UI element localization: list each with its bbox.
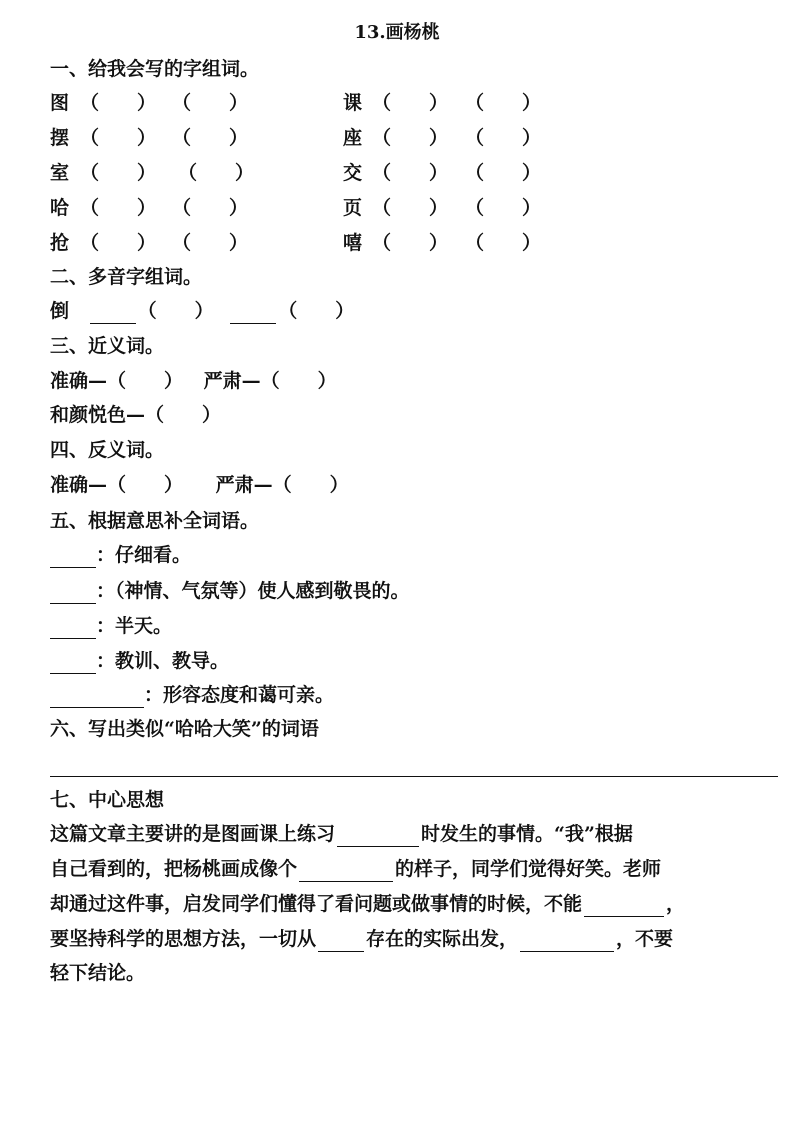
paren-blank[interactable]: （ ） [465,127,542,149]
pinyin-blank[interactable] [90,303,136,324]
definition-text: ：（神情、气氛等）使人感到敬畏的。 [96,580,410,602]
char-right-4: 页 [343,197,363,219]
summary-line-1 [50,821,633,847]
synonym-word: 准确— [50,370,108,392]
definition-item [50,682,334,708]
antonym-word: 严肃— [215,474,273,496]
summary-text: ， [666,893,686,915]
section-3-heading: 三、近义词。 [50,335,165,357]
definition-item [50,613,172,639]
antonym-word: 准确— [50,474,108,496]
paren-blank[interactable]: （ ） [137,300,214,322]
paren-blank[interactable]: （ ） [107,474,184,496]
summary-text: 这篇文章主要讲的是图画课上练习 [50,823,336,845]
synonym-word: 严肃— [203,370,261,392]
answer-blank[interactable] [299,861,393,882]
summary-line-4 [50,926,673,952]
polyphone-row [50,298,354,324]
answer-blank[interactable] [318,931,364,952]
paren-blank[interactable]: （ ） [178,162,255,184]
answer-blank[interactable] [520,931,614,952]
paren-blank[interactable]: （ ） [260,370,337,392]
answer-blank[interactable] [50,653,96,674]
paren-blank[interactable]: （ ） [80,232,157,254]
paren-blank[interactable]: （ ） [80,162,157,184]
section-1-heading: 一、给我会写的字组词。 [50,58,260,80]
definition-text: ：形容态度和蔼可亲。 [144,684,335,706]
summary-text: 的样子，同学们觉得好笑。老师 [395,858,662,880]
section-6-heading: 六、写出类似“哈哈大笑”的词语 [50,718,319,740]
paren-blank[interactable]: （ ） [372,197,449,219]
paren-blank[interactable]: （ ） [372,162,449,184]
definition-text: ：教训、教导。 [96,650,230,672]
summary-text: ，不要 [616,928,674,950]
char-right-3: 交 [343,162,363,184]
char-left-5: 抢 [50,232,70,254]
page-title: 13.画杨桃 [354,22,440,43]
char-left-3: 室 [50,162,70,184]
paren-blank[interactable]: （ ） [172,197,249,219]
paren-blank[interactable]: （ ） [278,300,355,322]
char-right-5: 嘻 [343,232,363,254]
answer-line[interactable] [50,776,778,777]
paren-blank[interactable]: （ ） [172,127,249,149]
paren-blank[interactable]: （ ） [107,370,184,392]
definition-text: ：仔细看。 [96,544,192,566]
summary-text: 存在的实际出发， [366,928,519,950]
paren-blank[interactable]: （ ） [465,197,542,219]
definition-item [50,542,191,568]
synonym-row-2 [50,402,221,428]
paren-blank[interactable]: （ ） [465,232,542,254]
summary-text: 却通过这件事，启发同学们懂得了看问题或做事情的时候，不能 [50,893,583,915]
paren-blank[interactable]: （ ） [145,404,222,426]
paren-blank[interactable]: （ ） [80,197,157,219]
paren-blank[interactable]: （ ） [372,127,449,149]
paren-blank[interactable]: （ ） [172,232,249,254]
paren-blank[interactable]: （ ） [465,162,542,184]
char-left-2: 摆 [50,127,70,149]
answer-blank[interactable] [50,547,96,568]
summary-text: 自己看到的，把杨桃画成像个 [50,858,298,880]
answer-blank[interactable] [50,687,144,708]
answer-blank[interactable] [337,826,419,847]
definition-item [50,648,229,674]
paren-blank[interactable]: （ ） [272,474,349,496]
char-right-1: 课 [343,92,363,114]
synonym-row-1 [50,368,337,394]
char-left-1: 图 [50,92,70,114]
paren-blank[interactable]: （ ） [172,92,249,114]
section-5-heading: 五、根据意思补全词语。 [50,510,260,532]
char-left-4: 哈 [50,197,70,219]
answer-blank[interactable] [50,618,96,639]
char-right-2: 座 [343,127,363,149]
paren-blank[interactable]: （ ） [80,92,157,114]
summary-text: 时发生的事情。“我”根据 [421,823,633,845]
summary-line-3 [50,891,685,917]
paren-blank[interactable]: （ ） [465,92,542,114]
definition-text: ：半天。 [96,615,173,637]
answer-blank[interactable] [584,896,664,917]
antonym-row [50,472,349,498]
summary-line-5: 轻下结论。 [50,962,146,984]
summary-line-2 [50,856,661,882]
paren-blank[interactable]: （ ） [372,232,449,254]
polyphone-char: 倒 [50,300,70,322]
pinyin-blank[interactable] [230,303,276,324]
section-4-heading: 四、反义词。 [50,439,165,461]
paren-blank[interactable]: （ ） [80,127,157,149]
answer-blank[interactable] [50,583,96,604]
summary-text: 要坚持科学的思想方法，一切从 [50,928,317,950]
synonym-word: 和颜悦色— [50,404,146,426]
section-7-heading: 七、中心思想 [50,789,165,811]
section-2-heading: 二、多音字组词。 [50,266,203,288]
definition-item [50,578,410,604]
paren-blank[interactable]: （ ） [372,92,449,114]
